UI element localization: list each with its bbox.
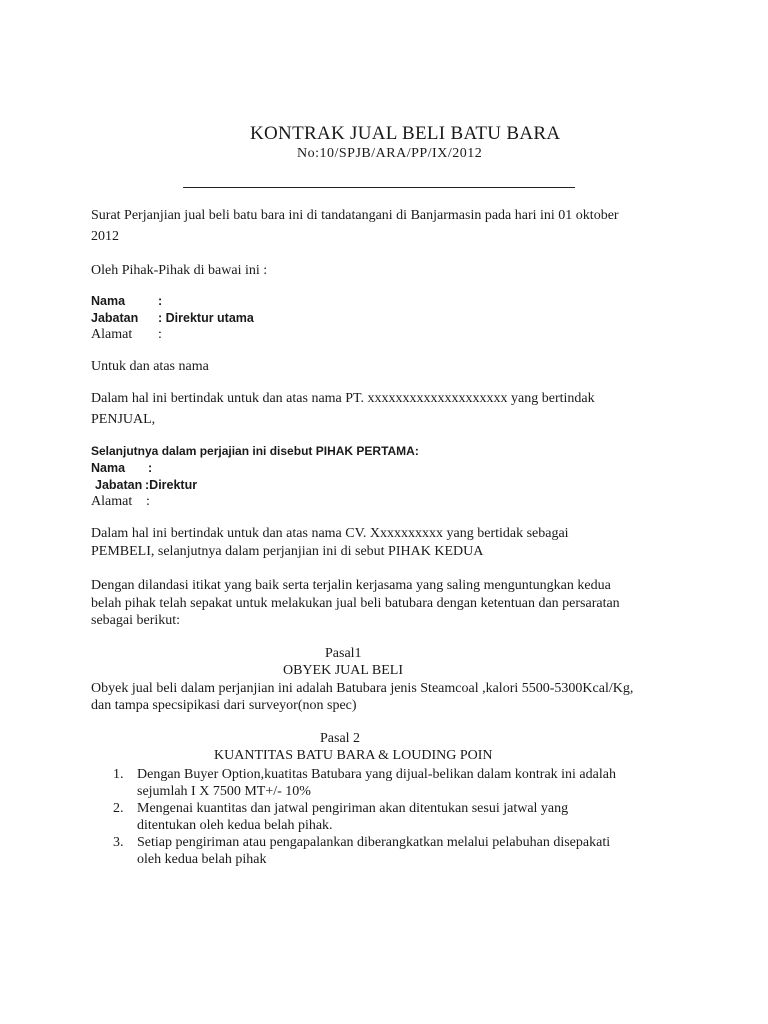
second-party-nama-label: Nama	[91, 461, 126, 475]
agreement-line-3: sebagai berikut:	[91, 613, 181, 628]
second-party-alamat-label: Alamat	[91, 494, 133, 509]
intro-line-2: 2012	[91, 229, 119, 244]
second-party-alamat-colon: :	[146, 494, 150, 509]
second-party-acting-line-2: PEMBELI, selanjutnya dalam perjanjian ini di sebut PIHAK KEDUA	[91, 544, 484, 559]
list-item-line-1: Dengan Buyer Option,kuatitas Batubara yang dijual-belikan dalam kontrak ini adalah	[137, 767, 616, 782]
list-item-marker: 1.	[113, 767, 124, 782]
list-item-line-2: ditentukan oleh kedua belah pihak.	[137, 818, 333, 833]
second-party-acting-line-1: Dalam hal ini bertindak untuk dan atas nama CV. Xxxxxxxxxx yang bertidak sebagai	[91, 526, 569, 541]
intro-line-1: Surat Perjanjian jual beli batu bara ini di tandatangani di Banjarmasin pada hari ini 01 oktober	[91, 208, 619, 223]
agreement-line-1: Dengan dilandasi itikat yang baik serta terjalin kerjasama yang saling menguntungkan kedua	[91, 578, 611, 593]
first-party-nama-colon: :	[158, 294, 163, 308]
pasal1-heading: OBYEK JUAL BELI	[283, 663, 404, 678]
list-item-line-2: oleh kedua belah pihak	[137, 852, 267, 867]
pasal2-heading: KUANTITAS BATU BARA & LOUDING POIN	[214, 748, 493, 763]
agreement-line-2: belah pihak telah sepakat untuk melakukan jual beli batubara dengan ketentuan dan persaratan	[91, 596, 620, 611]
first-party-acting-line-2: PENJUAL,	[91, 412, 156, 427]
contract-number: No:10/SPJB/ARA/PP/IX/2012	[297, 146, 483, 161]
first-party-alamat-colon: :	[158, 327, 162, 342]
first-party-jabatan-label: Jabatan	[91, 311, 139, 325]
list-item-marker: 3.	[113, 835, 124, 850]
pasal1-number: Pasal1	[325, 646, 362, 661]
pasal1-line-2: dan tampa specsipikasi dari surveyor(non spec)	[91, 698, 357, 713]
first-party-acting-line-1: Dalam hal ini bertindak untuk dan atas nama PT. xxxxxxxxxxxxxxxxxxxx yang bertindak	[91, 391, 595, 406]
document-title: KONTRAK JUAL BELI BATU BARA	[250, 123, 561, 144]
parties-intro: Oleh Pihak-Pihak di bawai ini :	[91, 263, 268, 278]
first-party-alamat-label: Alamat	[91, 327, 133, 342]
pasal2-number: Pasal 2	[320, 731, 361, 746]
pasal1-line-1: Obyek jual beli dalam perjanjian ini adalah Batubara jenis Steamcoal ,kalori 5500-5300Kcal/Kg,	[91, 681, 634, 696]
on-behalf-line: Untuk dan atas nama	[91, 359, 209, 374]
list-item-line-1: Setiap pengiriman atau pengapalankan diberangkatkan melalui pelabuhan disepakati	[137, 835, 611, 850]
list-item-line-2: sejumlah I X 7500 MT+/- 10%	[137, 784, 311, 799]
first-party-jabatan-value: : Direktur utama	[158, 311, 254, 325]
header-rule	[183, 173, 575, 188]
second-party-jabatan-label: Jabatan	[95, 478, 143, 492]
list-item-line-1: Mengenai kuantitas dan jatwal pengiriman akan ditentukan sesui jatwal yang	[137, 801, 569, 816]
second-party-jabatan-value: :Direktur	[145, 478, 198, 492]
first-party-designation: Selanjutnya dalam perjajian ini disebut PIHAK PERTAMA:	[91, 444, 419, 458]
first-party-nama-label: Nama	[91, 294, 126, 308]
second-party-nama-colon: :	[148, 461, 153, 475]
list-item-marker: 2.	[113, 801, 124, 816]
